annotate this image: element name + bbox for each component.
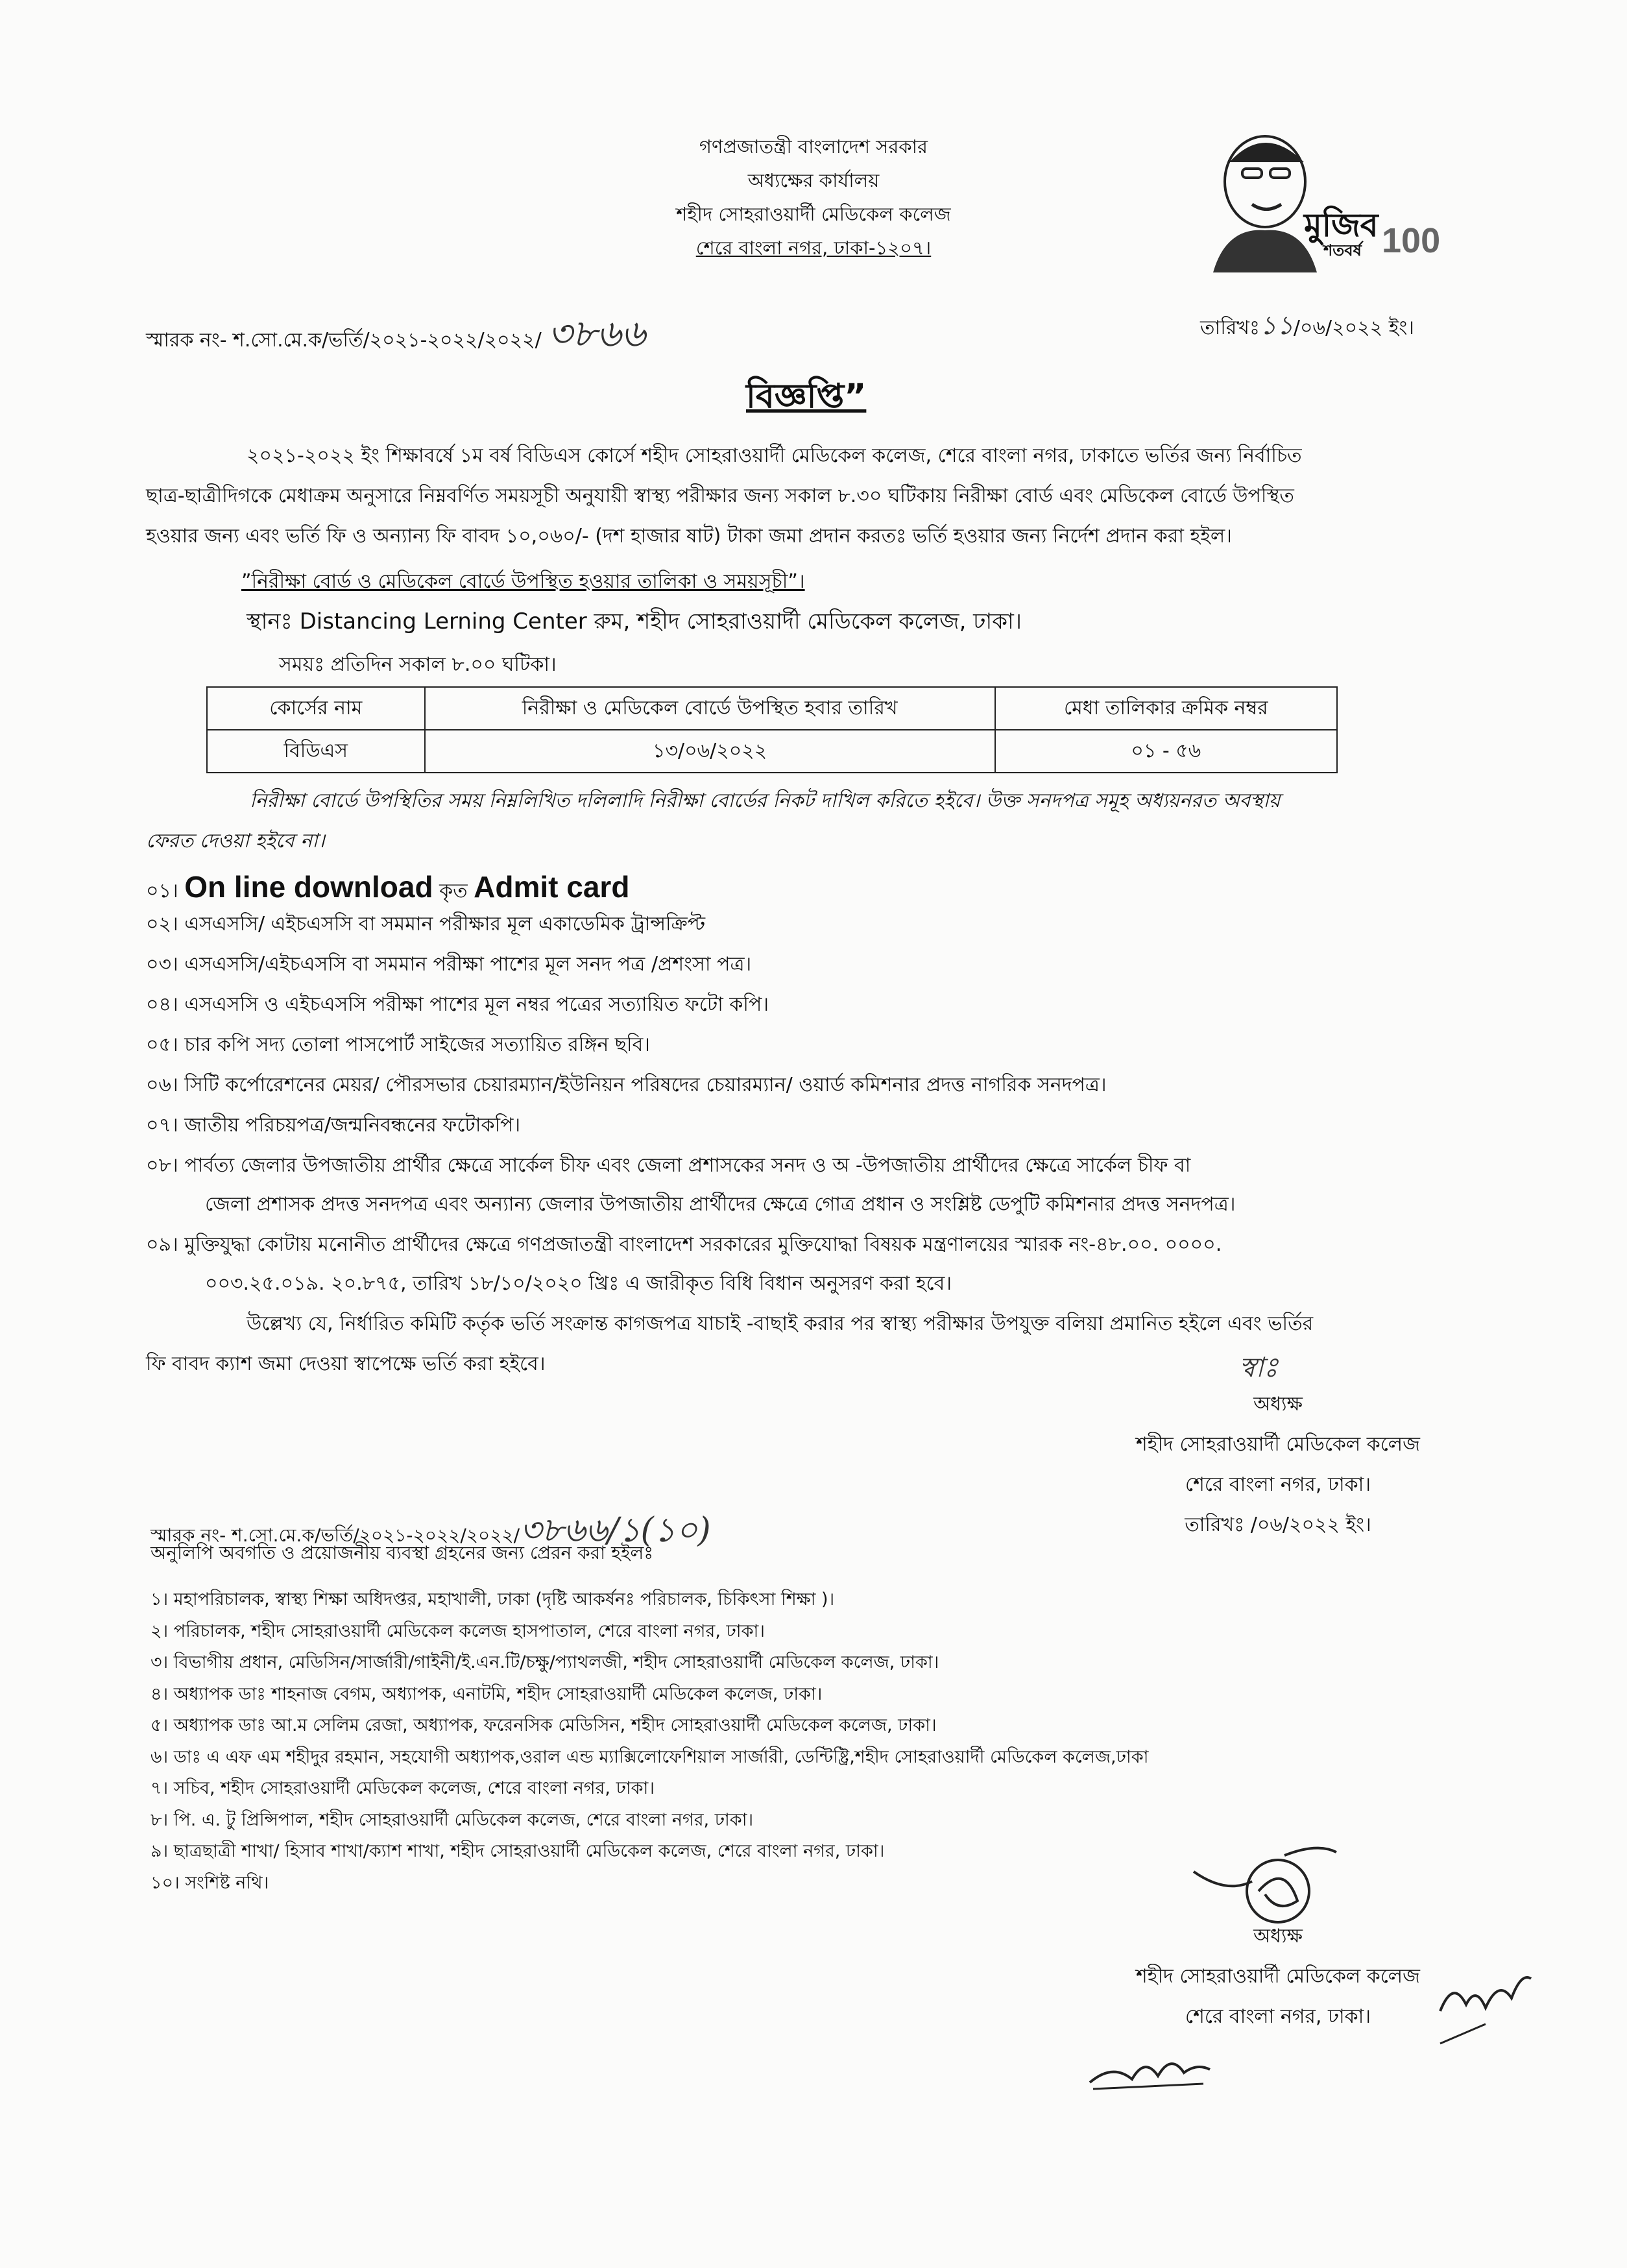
list-item: ১০। সংশিষ্ট নথি। [151,1872,269,1893]
list-item: ১। মহাপরিচালক, স্বাস্থ্য শিক্ষা অধিদপ্তর, মহাখালী, ঢাকা (দৃষ্টি আকর্ষনঃ পরিচালক, চিকিৎসা শিক্ষা )। [151,1589,835,1610]
signatory-title: অধ্যক্ষ [1253,1393,1303,1416]
memo-date: তারিখঃ১১/০৬/২০২২ ইং। [1200,311,1414,341]
schedule-title: ”নিরীক্ষা বোর্ড ও মেডিকেল বোর্ডে উপস্থিত হওয়ার তালিকা ও সময়সূচী”। [241,570,805,593]
memo2-line: স্মারক নং- শ.সো.মে.ক/ভর্তি/২০২১-২০২২/২০২২/৩৮৬৬/১(১০) [151,1511,711,1550]
signatory-date: তারিখঃ /০৬/২০২২ ইং। [1185,1514,1371,1536]
logo-word: মুজিব [1304,206,1379,244]
logo-number: 100 [1382,221,1441,260]
table-row [207,730,1337,773]
table-header: কোর্সের নাম [207,687,425,730]
college-address: শেরে বাংলা নগর, ঢাকা-১২০৭। [695,237,932,259]
table-cell: ০১ - ৫৬ [995,730,1337,773]
signatory-title: অধ্যক্ষ [1253,1925,1303,1948]
body-line-1: ২০২১-২০২২ ইং শিক্ষাবর্ষে ১ম বর্ষ বিডিএস কোর্সে শহীদ সোহরাওয়ার্দী মেডিকেল কলেজ, শেরে বাংলা নগর, ঢাকাতে ভর্তির জন্য নির্বাচিত [247,444,1302,467]
list-item: ৬। ডাঃ এ এফ এম শহীদুর রহমান, সহযোগী অধ্যাপক,ওরাল এন্ড ম্যাক্সিলোফেশিয়াল সার্জারী, ডেন্টিষ্ট্রি,শহীদ সোহরাওয়ার্দী মেডিকেল কলেজ,ঢাকা [151,1746,1149,1767]
doc-note-1: নিরীক্ষা বোর্ডে উপস্থিতির সময় নিম্নলিখিত দলিলাদি নিরীক্ষা বোর্ডের নিকট দাখিল করিতে হইবে। উক্ত সনদপত্র সমূহ অধ্যয়নরত অবস্থায় [250,790,1281,812]
signatory-org: শহীদ সোহরাওয়ার্দী মেডিকেল কলেজ [1135,1965,1421,1988]
initials-signature-left [1087,2044,1216,2102]
signature-initial: স্বাঃ [1239,1351,1279,1383]
memo2-handwritten: ৩৮৬৬/১(১০) [520,1511,711,1550]
mujib-borsho-logo [1168,123,1460,272]
doc-item-5: ০৫। চার কপি সদ্য তোলা পাসপোর্ট সাইজের সত্যায়িত রঙ্গিন ছবি। [146,1033,650,1056]
memo-date-hand: ১১ [1260,311,1294,341]
list-item: ৯। ছাত্রছাত্রী শাখা/ হিসাব শাখা/ক্যাশ শাখা, শহীদ সোহরাওয়ার্দী মেডিকেল কলেজ, শেরে বাংলা নগর, ঢাকা। [151,1841,885,1861]
doc-item-4: ০৪। এসএসসি ও এইচএসসি পরীক্ষা পাশের মূল নম্বর পত্রের সত্যায়িত ফটো কপি। [146,993,769,1016]
doc-item-7: ০৭। জাতীয় পরিচয়পত্র/জন্মনিবন্ধনের ফটোকপি। [146,1114,521,1137]
logo-sub: শতবর্ষ [1323,241,1362,259]
college-name: শহীদ সোহরাওয়ার্দী মেডিকেল কলেজ [676,203,951,225]
initials-signature-right [1427,1959,1537,2050]
doc-item-8: ০৮। পার্বত্য জেলার উপজাতীয় প্রার্থীর ক্ষেত্রে সার্কেল চীফ এবং জেলা প্রশাসকের সনদ ও অ -উপজাতীয় প্রার্থীদের ক্ষেত্রে সার্কেল চীফ বা [146,1154,1191,1177]
table-header-row [207,687,1337,730]
venue: স্থানঃ Distancing Lerning Center রুম, শহীদ সোহরাওয়ার্দী মেডিকেল কলেজ, ঢাকা। [247,609,1022,634]
list-item: ৭। সচিব, শহীদ সোহরাওয়ার্দী মেডিকেল কলেজ, শেরে বাংলা নগর, ঢাকা। [151,1778,655,1798]
signature-block-1 [1090,1388,1466,1549]
list-item: ৫। অধ্যাপক ডাঃ আ.ম সেলিম রেজা, অধ্যাপক, ফরেনসিক মেডিসিন, শহীদ সোহরাওয়ার্দী মেডিকেল কলেজ, ঢাকা। [151,1715,937,1735]
doc-item-9: ০৯। মুক্তিযুদ্ধা কোটায় মনোনীত প্রার্থীদের ক্ষেত্রে গণপ্রজাতন্ত্রী বাংলাদেশ সরকারের মুক্তিযোদ্ধা বিষয়ক মন্ত্রণালয়ের স্মারক নং-৪৮.০০. ০০০০. [146,1233,1222,1256]
govt-name: গণপ্রজাতন্ত্রী বাংলাদেশ সরকার [699,136,928,158]
doc-item-2: ০২। এসএসসি/ এইচএসসি বা সমমান পরীক্ষার মূল একাডেমিক ট্রান্সক্রিপ্ট [146,913,706,935]
doc-item-6: ০৬। সিটি কর্পোরেশনের মেয়র/ পৌরসভার চেয়ারম্যান/ইউনিয়ন পরিষদের চেয়ারম্যান/ ওয়ার্ড কমিশনার প্রদত্ত নাগরিক সনদপত্র। [146,1074,1107,1096]
memo-handwritten-number: ৩৮৬৬ [548,311,646,356]
list-item: ৪। অধ্যাপক ডাঃ শাহনাজ বেগম, অধ্যাপক, এনাটমি, শহীদ সোহরাওয়ার্দী মেডিকেল কলেজ, ঢাকা। [151,1683,823,1704]
table-cell: ১৩/০৬/২০২২ [425,730,995,773]
office-name: অধ্যক্ষের কার্যালয় [747,169,880,191]
time: সময়ঃ প্রতিদিন সকাল ৮.০০ ঘটিকা। [279,653,557,676]
memo-label: স্মারক নং- শ.সো.মে.ক/ভর্তি/২০২১-২০২২/২০২২/ [146,329,542,352]
doc-item-8-cont: জেলা প্রশাসক প্রদত্ত সনদপত্র এবং অন্যান্য জেলার উপজাতীয় প্রার্থীদের ক্ষেত্রে গোত্র প্রধান ও সংশ্লিষ্ট ডেপুটি কমিশনার প্রদত্ত সনদপত্র। [205,1193,1236,1216]
body-line-3: হওয়ার জন্য এবং ভর্তি ফি ও অন্যান্য ফি বাবদ ১০,০৬০/- (দশ হাজার ষাট) টাকা জমা প্রদান করতঃ ভর্তি হওয়ার জন্য নির্দেশ প্রদান করা হইল। [146,525,1232,548]
table-header: নিরীক্ষা ও মেডিকেল বোর্ডে উপস্থিত হবার তারিখ [425,687,995,730]
doc-note-2: ফেরত দেওয়া হইবে না। [146,830,325,852]
signature-block-2 [1090,1920,1466,2041]
doc-item-9-cont: ০০৩.২৫.০১৯. ২০.৮৭৫, তারিখ ১৮/১০/২০২০ খ্রিঃ এ জারীকৃত বিধি বিধান অনুসরণ করা হবে। [205,1272,952,1295]
body-line-2: ছাত্র-ছাত্রীদিগকে মেধাক্রম অনুসারে নিম্নবর্ণিত সময়সূচী অনুযায়ী স্বাস্থ্য পরীক্ষার জন্য সকাল ৮.৩০ ঘটিকায় নিরীক্ষা বোর্ড এবং মেডিকেল বোর্ডে উপস্থিত [146,485,1294,507]
schedule-table [206,686,1338,773]
doc-item-3: ০৩। এসএসসি/এইচএসসি বা সমমান পরীক্ষা পাশের মূল সনদ পত্র /প্রশংসা পত্র। [146,953,752,976]
list-item: ২। পরিচালক, শহীদ সোহরাওয়ার্দী মেডিকেল কলেজ হাসপাতাল, শেরে বাংলা নগর, ঢাকা। [151,1621,765,1641]
office-header [554,130,1073,265]
signatory-address: শেরে বাংলা নগর, ঢাকা। [1185,1473,1371,1496]
closing-line-1: উল্লেখ্য যে, নির্ধারিত কমিটি কর্তৃক ভর্তি সংক্রান্ত কাগজপত্র যাচাই -বাছাই করার পর স্বাস্থ্য পরীক্ষার উপযুক্ত বলিয়া প্রমানিত হইলে এবং ভর্তির [247,1312,1314,1335]
memo-line [146,305,645,368]
table-cell: বিডিএস [207,730,425,773]
notice-title: বিজ্ঞপ্তি” [746,377,867,416]
signatory-address: শেরে বাংলা নগর, ঢাকা। [1185,2005,1371,2028]
copy-list [151,1584,1148,1899]
doc-item-1: ০১। On line download কৃত Admit card [146,870,630,904]
list-item: ৮। পি. এ. টু প্রিন্সিপাল, শহীদ সোহরাওয়ার্দী মেডিকেল কলেজ, শেরে বাংলা নগর, ঢাকা। [151,1809,754,1830]
signatory-org: শহীদ সোহরাওয়ার্দী মেডিকেল কলেজ [1135,1433,1421,1456]
principal-signature [1187,1842,1356,1927]
list-item: ৩। বিভাগীয় প্রধান, মেডিসিন/সার্জারী/গাইনী/ই.এন.টি/চক্ষু/প্যাথলজী, শহীদ সোহরাওয়ার্দী মেডিকেল কলেজ, ঢাকা। [151,1652,939,1672]
table-header: মেধা তালিকার ক্রমিক নম্বর [995,687,1337,730]
closing-line-2: ফি বাবদ ক্যাশ জমা দেওয়া স্বাপেক্ষে ভর্তি করা হইবে। [146,1353,546,1375]
memo2-note: অনুলিপি অবগতি ও প্রয়োজনীয় ব্যবস্থা গ্রহনের জন্য প্রেরন করা হইলঃ [151,1542,654,1563]
